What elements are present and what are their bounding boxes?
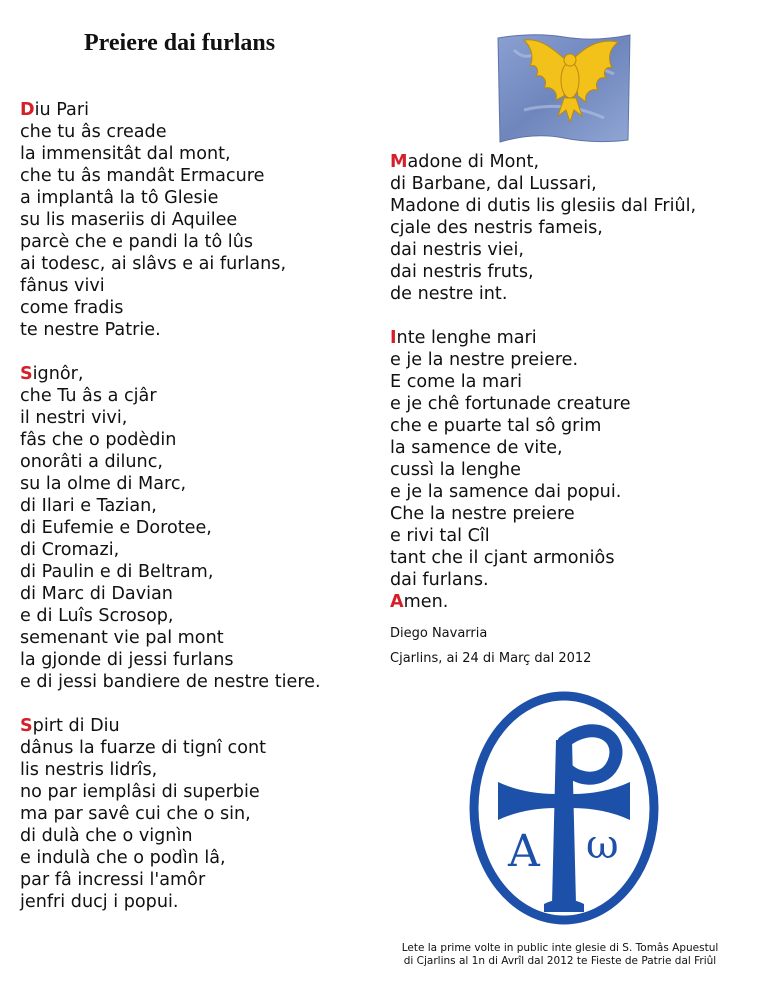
- amen-rest: men.: [403, 592, 449, 612]
- verse-line: e je la nestre preiere.: [390, 350, 579, 370]
- friulian-flag-image: [494, 30, 634, 146]
- verse-line: Madone di dutis lis glesiis dal Friûl,: [390, 196, 697, 216]
- verse-line: ai todesc, ai slâvs e ai furlans,: [20, 254, 287, 274]
- verse-line: dai nestris viei,: [390, 240, 524, 260]
- verse-line: cjale des nestris fameis,: [390, 218, 603, 238]
- drop-initial: S: [20, 364, 33, 384]
- stanza-first-line: [20, 715, 266, 737]
- caption: [360, 942, 760, 968]
- verse-line: di Eufemie e Dorotee,: [20, 518, 212, 538]
- stanza-first-line: [20, 363, 321, 385]
- alpha-letter: A: [508, 826, 540, 877]
- verse-line: onorâti a dilunc,: [20, 452, 163, 472]
- verse-line: jenfri ducj i popui.: [20, 892, 179, 912]
- verse-line: la immensitât dal mont,: [20, 144, 231, 164]
- verse-line: Che la nestre preiere: [390, 504, 575, 524]
- drop-initial: D: [20, 100, 35, 120]
- verse-line: di Cromazi,: [20, 540, 120, 560]
- verse-line: di Barbane, dal Lussari,: [390, 174, 597, 194]
- verse-line: la samence de vite,: [390, 438, 563, 458]
- verse-line: di Paulin e di Beltram,: [20, 562, 214, 582]
- caption-line: di Cjarlins al 1n di Avrîl dal 2012 te Fieste de Patrie dal Friûl: [403, 955, 717, 967]
- stanza-2: [20, 363, 321, 693]
- verse-line: no par iemplâsi di superbie: [20, 782, 260, 802]
- drop-initial: I: [390, 328, 397, 348]
- caption-line: Lete la prime volte in public inte glesie di S. Tomâs Apuestul: [401, 942, 719, 954]
- stanza-first-line: [20, 99, 286, 121]
- verse-line: che Tu âs a cjâr: [20, 386, 157, 406]
- verse-line: semenant vie pal mont: [20, 628, 224, 648]
- verse-line: che tu âs creade: [20, 122, 167, 142]
- verse-line: ma par savê cui che o sin,: [20, 804, 251, 824]
- stanza-first-line: [390, 151, 696, 173]
- verse-line: dânus la fuarze di tignî cont: [20, 738, 267, 758]
- verse-line: dai nestris fruts,: [390, 262, 534, 282]
- stanza-first-line: [390, 327, 631, 349]
- verse-line: e je chê fortunade creature: [390, 394, 631, 414]
- stanza-1: [20, 99, 286, 341]
- drop-initial: M: [390, 152, 408, 172]
- verse-line: e indulà che o podìn lâ,: [20, 848, 226, 868]
- drop-initial: S: [20, 716, 33, 736]
- verse-line: di Marc di Davian: [20, 584, 173, 604]
- verse-line: e rivi tal Cîl: [390, 526, 490, 546]
- verse-line: de nestre int.: [390, 284, 508, 304]
- stanza-4: [390, 151, 696, 305]
- place-date: Cjarlins, ai 24 di Març dal 2012: [390, 651, 592, 666]
- verse-line: e je la samence dai popui.: [390, 482, 622, 502]
- first-line-rest: nte lenghe mari: [396, 328, 537, 348]
- stanza-3: [20, 715, 266, 913]
- poem-title: Preiere dai furlans: [84, 30, 276, 56]
- verse-line: dai furlans.: [390, 570, 489, 590]
- verse-line: fâs che o podèdin: [20, 430, 177, 450]
- verse-line: e di Luîs Scrosop,: [20, 606, 174, 626]
- verse-line: fânus vivi: [20, 276, 105, 296]
- verse-line: par fâ incressi l'amôr: [20, 870, 206, 890]
- verse-line: E come la mari: [390, 372, 523, 392]
- verse-line: la gjonde di jessi furlans: [20, 650, 234, 670]
- stanza-5: [390, 327, 631, 613]
- first-line-rest: iu Pari: [34, 100, 89, 120]
- first-line-rest: adone di Mont,: [407, 152, 540, 172]
- verse-line: cussì la lenghe: [390, 460, 521, 480]
- chi-rho-emblem-image: [464, 690, 664, 930]
- verse-line: che e puarte tal sô grim: [390, 416, 602, 436]
- verse-line: a implantâ la tô Glesie: [20, 188, 219, 208]
- omega-letter: ω: [586, 822, 619, 868]
- verse-line: tant che il cjant armoniôs: [390, 548, 615, 568]
- verse-line: di Ilari e Tazian,: [20, 496, 157, 516]
- verse-line: di dulà che o vignìn: [20, 826, 193, 846]
- verse-line: su la olme di Marc,: [20, 474, 187, 494]
- verse-line: il nestri vivi,: [20, 408, 128, 428]
- amen-line: [390, 591, 631, 613]
- verse-line: lis nestris lidrîs,: [20, 760, 158, 780]
- verse-line: parcè che e pandi la tô lûs: [20, 232, 254, 252]
- first-line-rest: ignôr,: [32, 364, 84, 384]
- first-line-rest: pirt di Diu: [32, 716, 120, 736]
- verse-line: e di jessi bandiere de nestre tiere.: [20, 672, 321, 692]
- verse-line: te nestre Patrie.: [20, 320, 161, 340]
- drop-initial: A: [390, 592, 404, 612]
- author-name: Diego Navarria: [390, 626, 488, 641]
- verse-line: su lis maseriis di Aquilee: [20, 210, 238, 230]
- verse-line: come fradis: [20, 298, 124, 318]
- verse-line: che tu âs mandât Ermacure: [20, 166, 265, 186]
